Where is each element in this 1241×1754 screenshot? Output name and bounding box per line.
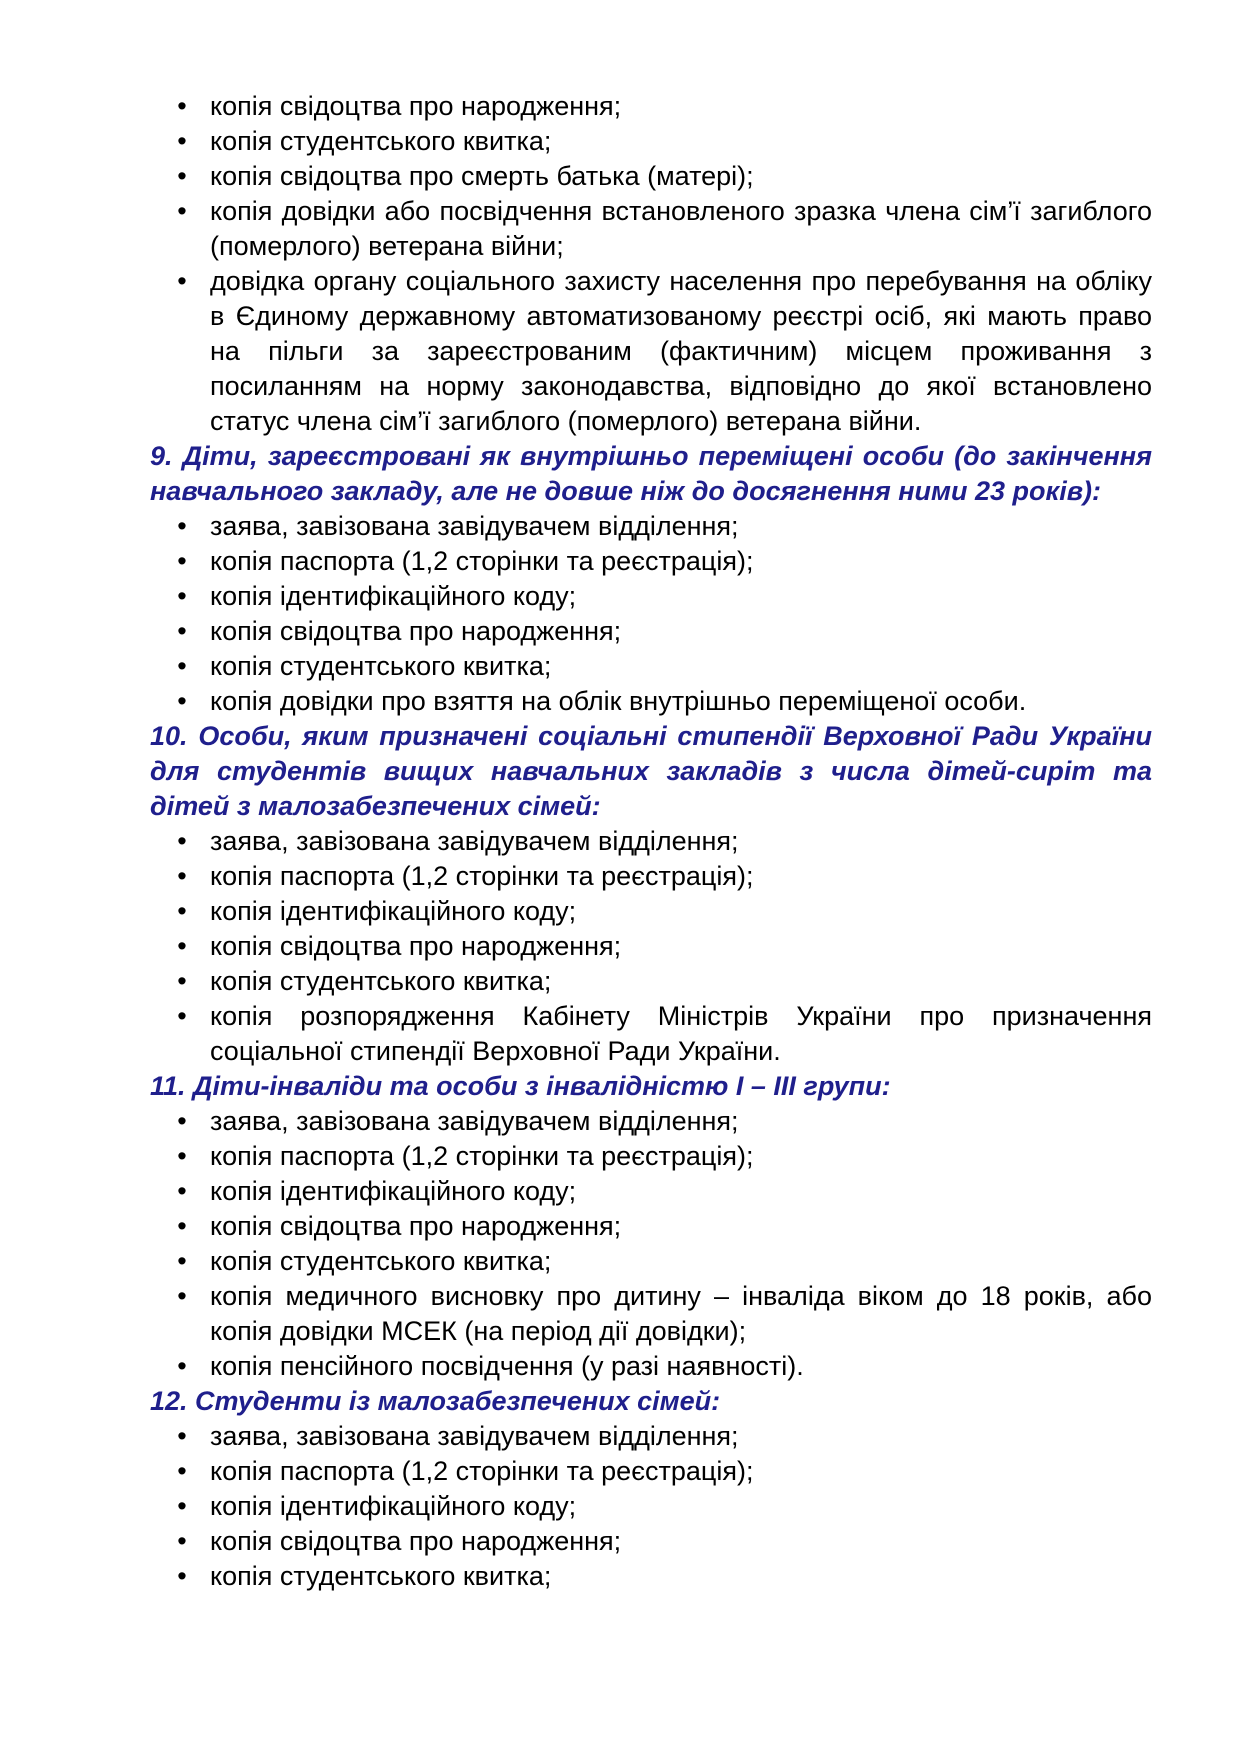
bullet-icon: • — [177, 931, 187, 961]
bullet-icon: • — [177, 1456, 187, 1486]
section-12-heading: 12. Студенти із малозабезпечених сімей: — [150, 1386, 721, 1416]
section-12-list — [150, 1419, 1152, 1594]
bullet-icon: • — [177, 1351, 187, 1381]
section-9-heading: 9. Діти, зареєстровані як внутрішньо переміщені особи (до закінчення навчального закладу, але не довше ніж до досягнення ними 23 років): — [150, 441, 1152, 506]
list-item: • копія паспорта (1,2 сторінки та реєстрація); — [150, 859, 1152, 894]
list-item: • копія ідентифікаційного коду; — [150, 579, 1152, 614]
list-item: • копія свідоцтва про народження; — [150, 1209, 1152, 1244]
list-item: • заява, завізована завідувачем відділення; — [150, 824, 1152, 859]
list-item: • копія студентського квитка; — [150, 124, 1152, 159]
bullet-icon: • — [177, 896, 187, 926]
list-item: • копія свідоцтва про народження; — [150, 614, 1152, 649]
list-item: • копія студентського квитка; — [150, 1559, 1152, 1594]
bullet-icon: • — [177, 1246, 187, 1276]
bullet-icon: • — [177, 126, 187, 156]
list-item: • копія студентського квитка; — [150, 649, 1152, 684]
list-item: • заява, завізована завідувачем відділення; — [150, 1104, 1152, 1139]
bullet-icon: • — [177, 1526, 187, 1556]
bullet-icon: • — [177, 196, 187, 226]
list-item: • копія довідки про взяття на облік внутрішньо переміщеної особи. — [150, 684, 1152, 719]
list-item: • копія паспорта (1,2 сторінки та реєстрація); — [150, 544, 1152, 579]
bullet-icon: • — [177, 1211, 187, 1241]
bullet-icon: • — [177, 511, 187, 541]
list-item: • копія свідоцтва про народження; — [150, 1524, 1152, 1559]
section-10-heading: 10. Особи, яким призначені соціальні стипендії Верховної Ради України для студентів вищих навчальних закладів з числа дітей-сиріт та дітей з малозабезпечених сімей: — [150, 721, 1152, 821]
bullet-icon: • — [177, 1141, 187, 1171]
bullet-icon: • — [177, 651, 187, 681]
bullet-icon: • — [177, 91, 187, 121]
bullet-icon: • — [177, 1281, 187, 1311]
list-item: • копія студентського квитка; — [150, 1244, 1152, 1279]
bullet-icon: • — [177, 1421, 187, 1451]
list-item: • копія студентського квитка; — [150, 964, 1152, 999]
bullet-icon: • — [177, 826, 187, 856]
bullet-icon: • — [177, 1001, 187, 1031]
bullet-icon: • — [177, 686, 187, 716]
list-item: • копія ідентифікаційного коду; — [150, 894, 1152, 929]
section-11-list — [150, 1104, 1152, 1384]
list-item: • копія пенсійного посвідчення (у разі наявності). — [150, 1349, 1152, 1384]
list-item: • копія медичного висновку про дитину – інваліда віком до 18 років, або копія довідки МСЕК (на період дії довідки); — [150, 1279, 1152, 1349]
document-page — [150, 89, 1152, 1594]
list-item: • копія свідоцтва про народження; — [150, 89, 1152, 124]
list-item: • заява, завізована завідувачем відділення; — [150, 1419, 1152, 1454]
list-item: • заява, завізована завідувачем відділення; — [150, 509, 1152, 544]
section-8-list — [150, 89, 1152, 439]
section-9-list — [150, 509, 1152, 719]
bullet-icon: • — [177, 546, 187, 576]
bullet-icon: • — [177, 1106, 187, 1136]
bullet-icon: • — [177, 861, 187, 891]
list-item: • копія паспорта (1,2 сторінки та реєстрація); — [150, 1454, 1152, 1489]
list-item: • копія довідки або посвідчення встановленого зразка члена сім’ї загиблого (померлого) ветерана війни; — [150, 194, 1152, 264]
list-item: • копія ідентифікаційного коду; — [150, 1174, 1152, 1209]
bullet-icon: • — [177, 1176, 187, 1206]
list-item: • копія свідоцтва про народження; — [150, 929, 1152, 964]
bullet-icon: • — [177, 616, 187, 646]
section-10-list — [150, 824, 1152, 1069]
list-item: • копія ідентифікаційного коду; — [150, 1489, 1152, 1524]
list-item: • копія свідоцтва про смерть батька (матері); — [150, 159, 1152, 194]
bullet-icon: • — [177, 266, 187, 296]
list-item: • копія розпорядження Кабінету Міністрів України про призначення соціальної стипендії Верховної Ради України. — [150, 999, 1152, 1069]
bullet-icon: • — [177, 161, 187, 191]
section-11-heading: 11. Діти-інваліди та особи з інвалідністю І – ІІІ групи: — [150, 1071, 891, 1101]
list-item: • копія паспорта (1,2 сторінки та реєстрація); — [150, 1139, 1152, 1174]
bullet-icon: • — [177, 966, 187, 996]
bullet-icon: • — [177, 1561, 187, 1591]
bullet-icon: • — [177, 581, 187, 611]
list-item: • довідка органу соціального захисту населення про перебування на обліку в Єдиному державному автоматизованому реєстрі осіб, які мають право на пільги за зареєстрованим (фактичним) місцем проживання з посиланням на норму законодавства, відповідно до якої встановлено статус члена сім’ї загиблого (померлого) ветерана війни. — [150, 264, 1152, 439]
bullet-icon: • — [177, 1491, 187, 1521]
